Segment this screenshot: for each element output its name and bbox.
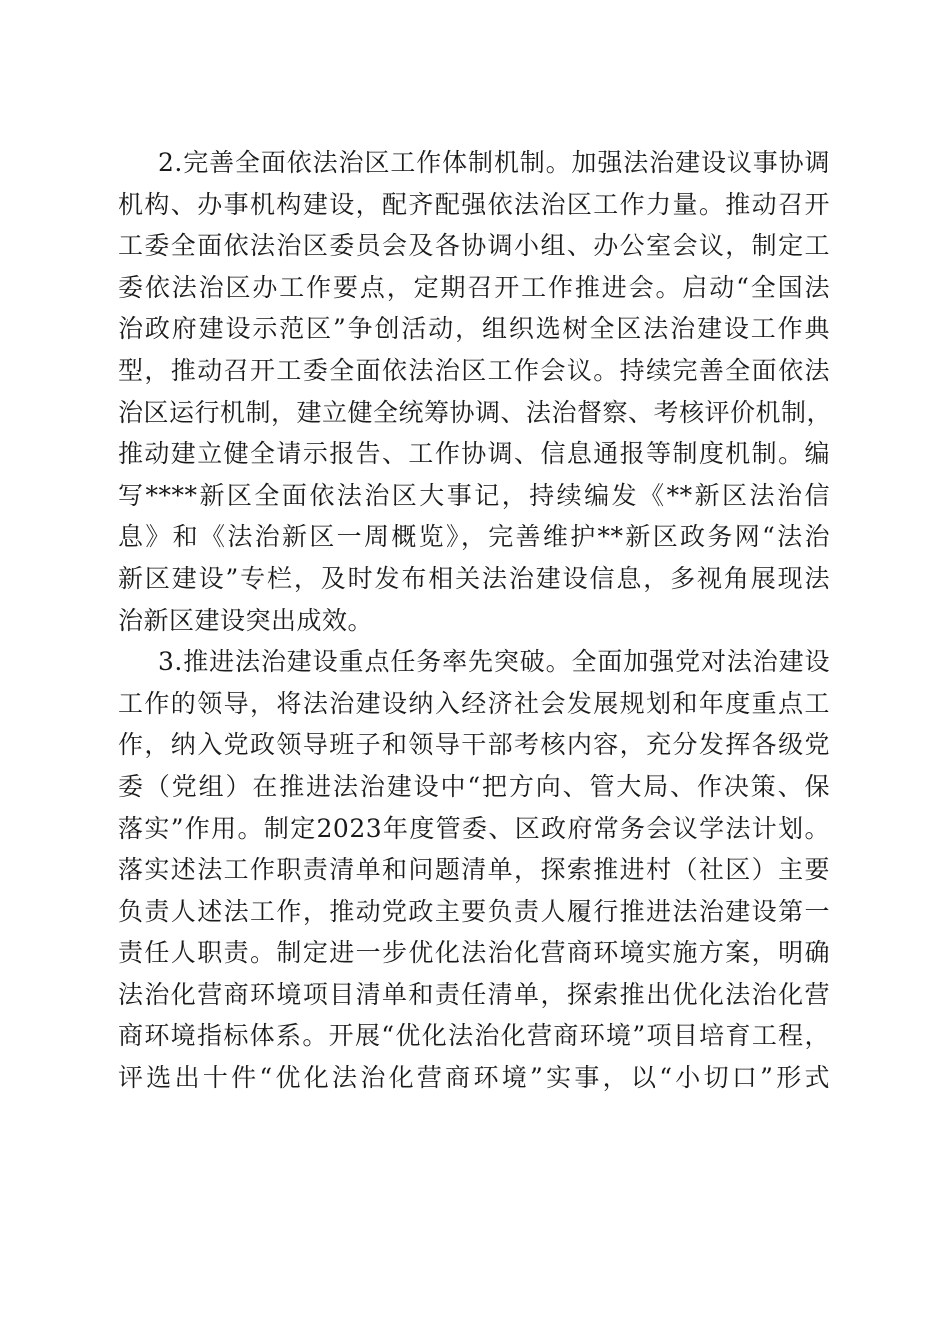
document-body — [118, 142, 833, 1099]
paragraph-3-line-5: 落实”作用。制定2023年度管委、区政府常务会议学法计划。 — [118, 813, 830, 843]
paragraph-2-line-10: 息》和《法治新区一周概览》，完善维护**新区政务网“法治 — [118, 522, 830, 552]
paragraph-3-line-10: 商环境指标体系。开展“优化法治化营商环境”项目培育工程， — [118, 1021, 830, 1051]
paragraph-3-line-6: 落实述法工作职责清单和问题清单，探索推进村（社区）主要 — [118, 855, 830, 885]
paragraph-2-line-7: 治区运行机制，建立健全统筹协调、法治督察、考核评价机制， — [118, 397, 833, 427]
paragraph-3-line-3: 作，纳入党政领导班子和领导干部考核内容，充分发挥各级党 — [118, 730, 830, 760]
paragraph-2-line-9: 写****新区全面依法治区大事记，持续编发《**新区法治信 — [118, 480, 830, 510]
paragraph-3-line-4: 委（党组）在推进法治建设中“把方向、管大局、作决策、保 — [118, 771, 830, 801]
paragraph-3-line-9: 法治化营商环境项目清单和责任清单，探索推出优化法治化营 — [118, 979, 830, 1009]
paragraph-3-line-1: 3.推进法治建设重点任务率先突破。全面加强党对法治建设 — [158, 647, 830, 677]
paragraph-3-line-7: 负责人述法工作，推动党政主要负责人履行推进法治建设第一 — [118, 896, 830, 926]
paragraph-2-line-2: 机构、办事机构建设，配齐配强依法治区工作力量。推动召开 — [118, 189, 830, 219]
paragraph-3-line-8: 责任人职责。制定进一步优化法治化营商环境实施方案，明确 — [118, 938, 830, 968]
paragraph-2-line-12: 治新区建设突出成效。 — [118, 605, 374, 635]
paragraph-2-line-5: 治政府建设示范区”争创活动，组织选树全区法治建设工作典 — [118, 314, 830, 344]
paragraph-2-line-1: 2.完善全面依法治区工作体制机制。加强法治建设议事协调 — [158, 148, 830, 177]
paragraph-3-line-2: 工作的领导，将法治建设纳入经济社会发展规划和年度重点工 — [118, 688, 830, 718]
paragraph-3-line-11: 评选出十件“优化法治化营商环境”实事，以“小切口”形式 — [118, 1063, 830, 1093]
paragraph-2-line-11: 新区建设”专栏，及时发布相关法治建设信息，多视角展现法 — [118, 563, 830, 593]
paragraph-2-line-4: 委依法治区办工作要点，定期召开工作推进会。启动“全国法 — [118, 272, 830, 302]
paragraph-2-line-3: 工委全面依法治区委员会及各协调小组、办公室会议，制定工 — [118, 231, 830, 261]
paragraph-2-line-8: 推动建立健全请示报告、工作协调、信息通报等制度机制。编 — [118, 439, 830, 469]
paragraph-2-line-6: 型，推动召开工委全面依法治区工作会议。持续完善全面依法 — [118, 355, 830, 385]
